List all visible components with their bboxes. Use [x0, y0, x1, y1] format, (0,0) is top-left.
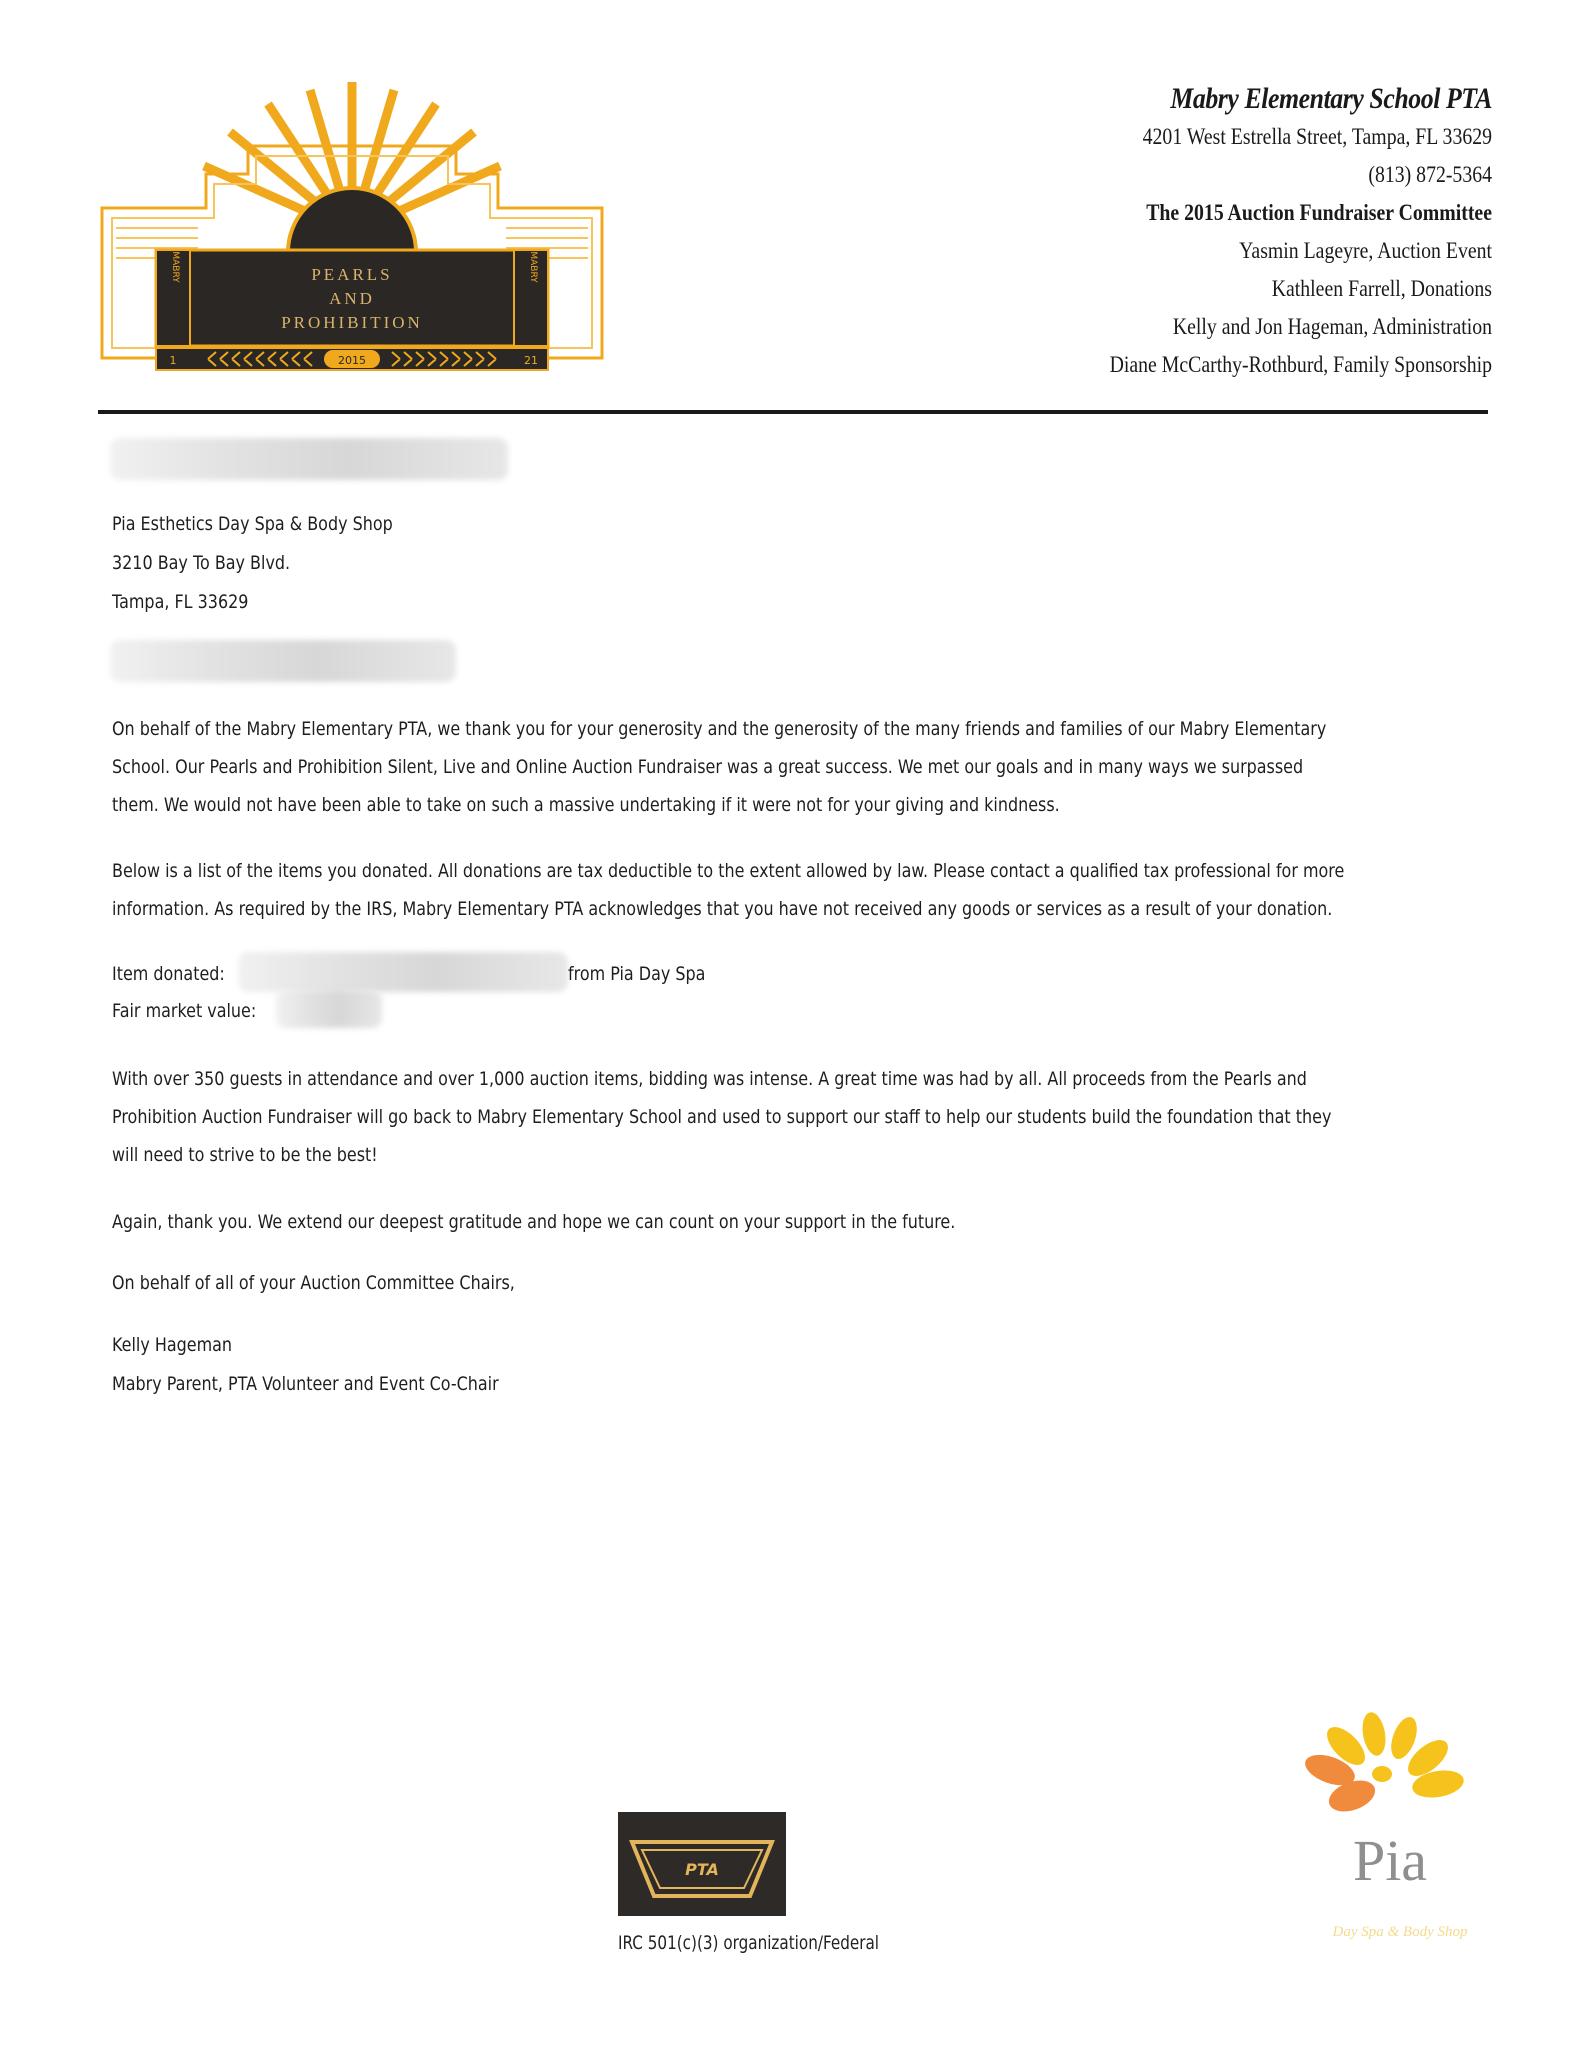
redacted-date — [110, 438, 508, 480]
committee-member: Kelly and Jon Hageman, Administration — [1172, 314, 1492, 339]
signature-block — [112, 1326, 499, 1404]
logo-line-3: PROHIBITION — [281, 313, 423, 332]
paragraph-line: Prohibition Auction Fundraiser will go back to Mabry Elementary School and used to support our staff to help our students build the foundation that they — [112, 1106, 1332, 1128]
pearls-and-prohibition-logo — [98, 82, 606, 376]
item-donated-source: from Pia Day Spa — [568, 963, 706, 985]
committee-member: Kathleen Farrell, Donations — [1271, 276, 1492, 301]
side-text-left: MABRY — [170, 251, 180, 283]
logo-corner-right: 21 — [524, 354, 538, 367]
paragraph-gratitude: Again, thank you. We extend our deepest gratitude and hope we can count on your support in the future. — [112, 1211, 956, 1233]
item-donated-label: Item donated: — [112, 963, 225, 985]
paragraph-donation-info — [112, 852, 1344, 928]
paragraph-event-summary — [112, 1060, 1331, 1174]
header-divider — [98, 410, 1488, 414]
redacted-value — [276, 990, 382, 1028]
flower-petals — [1301, 1710, 1466, 1817]
paragraph-line: On behalf of the Mabry Elementary PTA, we thank you for your generosity and the generosity of the many friends and families of our Mabry Elementary — [112, 718, 1327, 740]
paragraph-line: Below is a list of the items you donated. All donations are tax deductible to the extent allowed by law. Please contact a qualified tax professional for more — [112, 860, 1345, 882]
committee-member: Yasmin Lageyre, Auction Event — [1239, 238, 1492, 263]
org-address: 4201 West Estrella Street, Tampa, FL 33629 — [1142, 124, 1492, 149]
pia-logo-text: Pia — [1352, 1828, 1428, 1893]
org-phone: (813) 872-5364 — [1368, 162, 1492, 187]
paragraph-line: School. Our Pearls and Prohibition Silent, Live and Online Auction Fundraiser was a great success. We met our goals and in many ways we surpassed — [112, 756, 1304, 778]
pia-tagline: Day Spa & Body Shop — [1332, 1924, 1468, 1940]
recipient-city: Tampa, FL 33629 — [112, 591, 249, 613]
signer-name: Kelly Hageman — [112, 1334, 233, 1356]
logo-year: 2015 — [338, 354, 366, 367]
pta-logo-text: PTA — [685, 1860, 719, 1879]
paragraph-line: With over 350 guests in attendance and over 1,000 auction items, bidding was intense. A great time was had by all. All proceeds from the Pearls and — [112, 1068, 1307, 1090]
recipient-street: 3210 Bay To Bay Blvd. — [112, 552, 291, 574]
recipient-address — [112, 505, 393, 622]
redacted-item — [238, 952, 568, 992]
logo-line-2: AND — [329, 289, 375, 308]
paragraph-thanks — [112, 710, 1326, 824]
committee-member: Diane McCarthy-Rothburd, Family Sponsorship — [1109, 352, 1492, 377]
logo-corner-left: 1 — [169, 354, 177, 367]
irc-status-caption: IRC 501(c)(3) organization/Federal — [618, 1932, 880, 1954]
committee-title: The 2015 Auction Fundraiser Committee — [1146, 200, 1492, 225]
logo-line-1: PEARLS — [311, 265, 393, 284]
paragraph-line: them. We would not have been able to take on such a massive undertaking if it were not for your giving and kindness. — [112, 794, 1060, 816]
redacted-salutation — [110, 640, 456, 682]
side-text-right: MABRY — [528, 251, 538, 283]
signer-title: Mabry Parent, PTA Volunteer and Event Co-Chair — [112, 1373, 499, 1395]
recipient-name: Pia Esthetics Day Spa & Body Shop — [112, 513, 393, 535]
org-name: Mabry Elementary School PTA — [1170, 82, 1492, 115]
paragraph-line: information. As required by the IRS, Mabry Elementary PTA acknowledges that you have not received any goods or services as a result of your donation. — [112, 898, 1333, 920]
paragraph-line: will need to strive to be the best! — [112, 1144, 378, 1166]
letterhead-contact-block — [890, 80, 1492, 384]
pia-spa-logo — [1300, 1700, 1500, 1960]
fair-market-value-label: Fair market value: — [112, 1000, 257, 1022]
pta-logo — [618, 1812, 786, 1916]
closing-line: On behalf of all of your Auction Committee Chairs, — [112, 1272, 515, 1294]
